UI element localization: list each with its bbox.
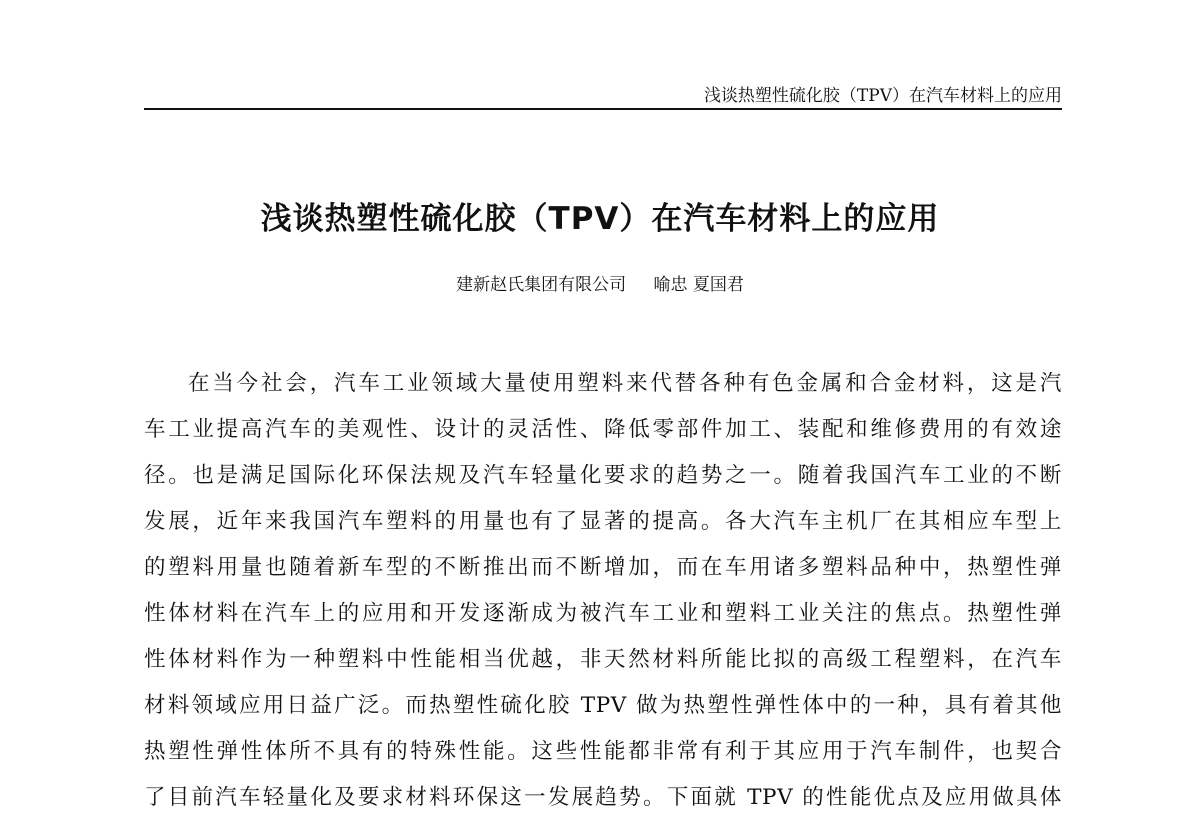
body-line: 的塑料用量也随着新车型的不断推出而不断增加，而在车用诸多塑料品种中，热塑性弹 xyxy=(144,555,1062,580)
body-line: 性体材料作为一种塑料中性能相当优越，非天然材料所能比拟的高级工程塑料，在汽车 xyxy=(144,647,1062,672)
body-line: 径。也是满足国际化环保法规及汽车轻量化要求的趋势之一。随着我国汽车工业的不断 xyxy=(144,463,1062,488)
article-title: 浅谈热塑性硫化胶（TPV）在汽车材料上的应用 xyxy=(260,200,940,237)
byline xyxy=(100,272,1100,298)
body-line: 车工业提高汽车的美观性、设计的灵活性、降低零部件加工、装配和维修费用的有效途 xyxy=(144,417,1062,442)
body-line: 在当今社会，汽车工业领域大量使用塑料来代替各种有色金属和合金材料，这是汽 xyxy=(188,371,1062,396)
body-line: 发展，近年来我国汽车塑料的用量也有了显著的提高。各大汽车主机厂在其相应车型上 xyxy=(144,509,1062,534)
running-header: 浅谈热塑性硫化胶（TPV）在汽车材料上的应用 xyxy=(703,86,1062,106)
author-organization: 建新赵氏集团有限公司 xyxy=(456,275,627,295)
body-line: 性体材料在汽车上的应用和开发逐渐成为被汽车工业和塑料工业关注的焦点。热塑性弹 xyxy=(144,601,1062,626)
body-line: 材料领域应用日益广泛。而热塑性硫化胶 TPV 做为热塑性弹性体中的一种，具有着其他 xyxy=(144,693,1062,718)
body-line: 热塑性弹性体所不具有的特殊性能。这些性能都非常有利于其应用于汽车制件，也契合 xyxy=(144,739,1062,764)
author-names: 喻忠 夏国君 xyxy=(653,275,744,295)
header-rule xyxy=(144,108,1062,110)
body-line: 了目前汽车轻量化及要求材料环保这一发展趋势。下面就 TPV 的性能优点及应用做具体 xyxy=(144,785,1062,810)
body-paragraph xyxy=(144,361,1062,821)
